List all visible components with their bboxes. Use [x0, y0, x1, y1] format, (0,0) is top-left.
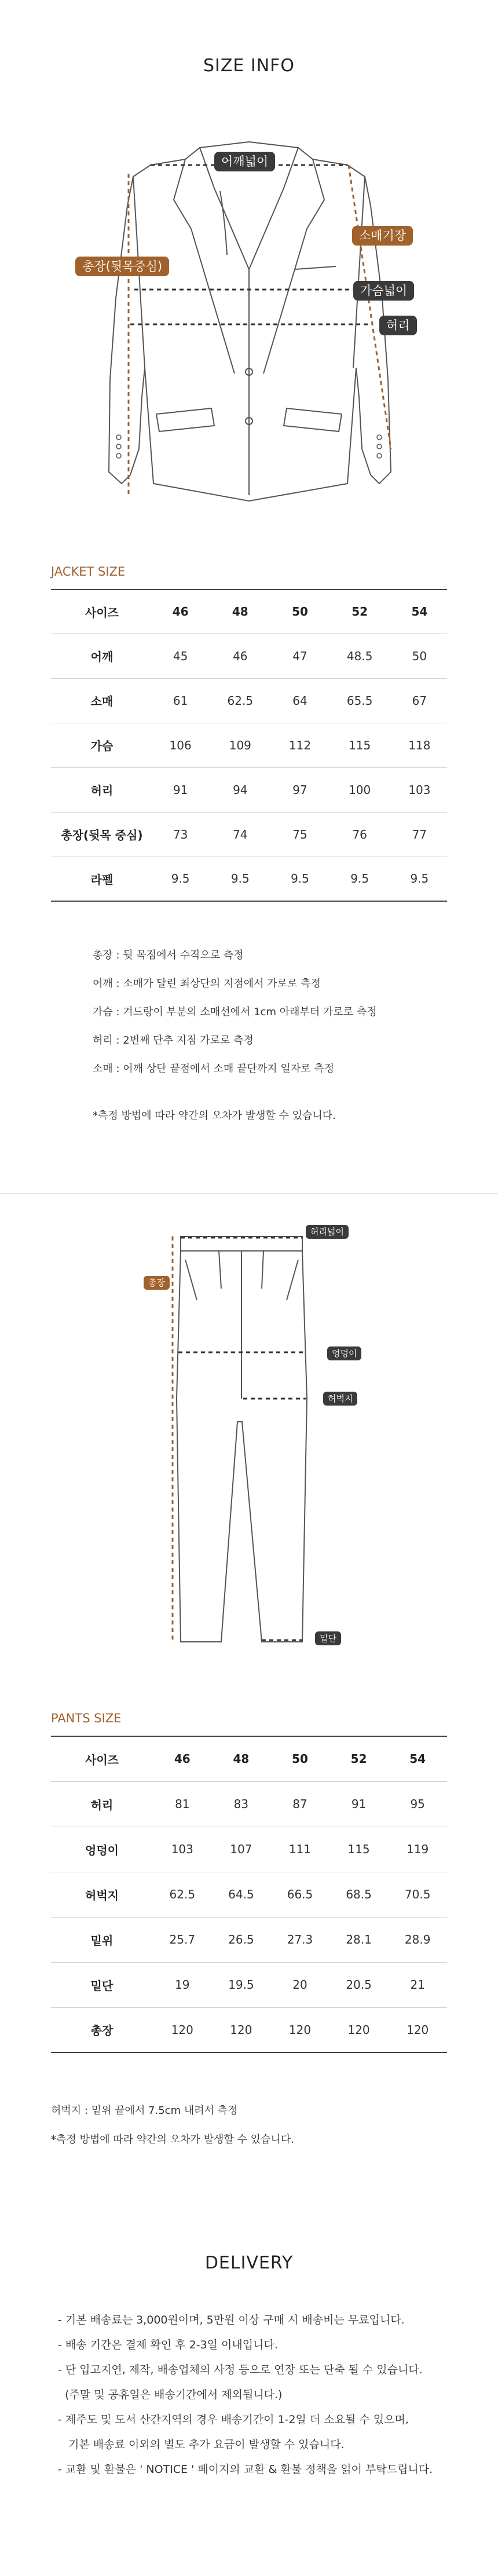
row-label: 가슴	[51, 723, 153, 767]
table-cell: 62.5	[153, 1872, 212, 1917]
table-cell: 103	[392, 767, 447, 812]
pants-note: 허벅지 : 밑위 끝에서 7.5cm 내려서 측정	[51, 2105, 238, 2117]
table-row	[51, 1962, 447, 2007]
table-cell: 70.5	[388, 1872, 447, 1917]
row-label: 밑위	[51, 1917, 153, 1962]
pants-size-table	[51, 1736, 447, 2053]
jacket-label-waist: 허리	[379, 316, 417, 335]
jacket-label-chest: 가슴넓이	[353, 281, 414, 301]
pants-label-hip: 엉덩이	[327, 1346, 361, 1360]
header-cell: 50	[270, 1736, 329, 1781]
table-cell: 9.5	[392, 857, 447, 901]
table-cell: 45	[153, 634, 208, 678]
note-line: 허리 : 2번째 단추 지점 가로로 측정	[93, 1034, 254, 1046]
header-cell: 46	[153, 1736, 212, 1781]
row-label: 허벅지	[51, 1872, 153, 1917]
header-cell: 46	[153, 590, 208, 634]
table-cell: 68.5	[329, 1872, 389, 1917]
table-cell: 28.9	[388, 1917, 447, 1962]
table-cell: 64	[272, 678, 327, 723]
pants-disclaimer: *측정 방법에 따라 약간의 오차가 발생할 수 있습니다.	[51, 2134, 294, 2146]
delivery-line: - 단 입고지연, 제작, 배송업체의 사정 등으로 연장 또는 단축 될 수 있습니다.	[58, 2363, 423, 2376]
row-label: 소매	[51, 678, 153, 723]
jacket-disclaimer: *측정 방법에 따라 약간의 오차가 발생할 수 있습니다.	[93, 1110, 336, 1122]
header-cell: 52	[328, 590, 392, 634]
note-line: 가슴 : 겨드랑이 부분의 소매선에서 1cm 아래부터 가로로 측정	[93, 1006, 377, 1018]
row-label: 라펠	[51, 857, 153, 901]
row-label: 밑단	[51, 1962, 153, 2007]
delivery-line: - 배송 기간은 결제 확인 후 2-3일 이내입니다.	[58, 2339, 278, 2351]
delivery-line: - 제주도 및 도서 산간지역의 경우 배송기간이 1-2일 더 소요될 수 있으며,	[58, 2413, 409, 2426]
pants-size-title: PANTS SIZE	[51, 1711, 122, 1725]
table-cell: 9.5	[272, 857, 327, 901]
table-cell: 19	[153, 1962, 212, 2007]
delivery-title: DELIVERY	[204, 2253, 294, 2273]
row-label: 허리	[51, 767, 153, 812]
table-cell: 9.5	[328, 857, 392, 901]
table-cell: 61	[153, 678, 208, 723]
table-cell: 75	[272, 812, 327, 857]
table-cell: 91	[153, 767, 208, 812]
table-row	[51, 723, 447, 767]
table-cell: 120	[388, 2007, 447, 2052]
pants-diagram	[168, 1225, 318, 1671]
table-cell: 107	[212, 1827, 271, 1872]
table-cell: 87	[270, 1781, 329, 1827]
table-cell: 95	[388, 1781, 447, 1827]
header-cell: 52	[329, 1736, 389, 1781]
header-cell: 54	[388, 1736, 447, 1781]
table-row	[51, 1917, 447, 1962]
table-cell: 19.5	[212, 1962, 271, 2007]
table-cell: 97	[272, 767, 327, 812]
jacket-label-sleeve: 소매기장	[352, 226, 413, 246]
jacket-label-shoulder: 어깨넓이	[214, 152, 275, 171]
note-line: 총장 : 뒷 목점에서 수직으로 측정	[93, 949, 244, 961]
row-label: 허리	[51, 1781, 153, 1827]
table-cell: 118	[392, 723, 447, 767]
table-cell: 111	[270, 1827, 329, 1872]
table-cell: 100	[328, 767, 392, 812]
table-cell: 67	[392, 678, 447, 723]
table-row	[51, 857, 447, 901]
table-cell: 83	[212, 1781, 271, 1827]
table-row	[51, 1827, 447, 1872]
table-cell: 109	[208, 723, 272, 767]
table-cell: 28.1	[329, 1917, 389, 1962]
pants-illustration	[168, 1225, 318, 1671]
pants-label-hem: 밑단	[315, 1631, 341, 1645]
table-cell: 64.5	[212, 1872, 271, 1917]
row-label: 엉덩이	[51, 1827, 153, 1872]
row-label: 어깨	[51, 634, 153, 678]
row-label: 총장(뒷목 중심)	[51, 812, 153, 857]
table-cell: 91	[329, 1781, 389, 1827]
table-row	[51, 1781, 447, 1827]
table-cell: 112	[272, 723, 327, 767]
delivery-info	[58, 2308, 433, 2482]
header-cell: 48	[212, 1736, 271, 1781]
jacket-label-length: 총장(뒷목중심)	[75, 257, 169, 276]
header-cell: 사이즈	[51, 590, 153, 634]
table-row	[51, 634, 447, 678]
table-cell: 25.7	[153, 1917, 212, 1962]
table-cell: 46	[208, 634, 272, 678]
delivery-line: 기본 배송료 이외의 별도 추가 요금이 발생할 수 있습니다.	[58, 2438, 345, 2451]
table-cell: 9.5	[153, 857, 208, 901]
table-cell: 120	[270, 2007, 329, 2052]
table-cell: 103	[153, 1827, 212, 1872]
table-cell: 9.5	[208, 857, 272, 901]
size-info-title: SIZE INFO	[203, 56, 295, 76]
jacket-illustration	[75, 125, 423, 507]
table-cell: 66.5	[270, 1872, 329, 1917]
table-cell: 50	[392, 634, 447, 678]
table-header-row	[51, 1736, 447, 1781]
table-row	[51, 1872, 447, 1917]
table-cell: 47	[272, 634, 327, 678]
table-header-row	[51, 590, 447, 634]
pants-label-thigh: 허벅지	[323, 1392, 357, 1406]
header-cell: 사이즈	[51, 1736, 153, 1781]
delivery-line: - 교환 및 환불은 ' NOTICE ' 페이지의 교환 & 환불 정책을 읽어 부탁드립니다.	[58, 2463, 433, 2476]
pants-label-length: 총장	[144, 1276, 170, 1290]
table-cell: 65.5	[328, 678, 392, 723]
jacket-diagram	[75, 125, 423, 507]
table-cell: 120	[329, 2007, 389, 2052]
jacket-notes	[93, 941, 377, 1083]
table-cell: 120	[153, 2007, 212, 2052]
table-cell: 106	[153, 723, 208, 767]
header-cell: 54	[392, 590, 447, 634]
section-divider	[0, 1193, 498, 1194]
table-cell: 62.5	[208, 678, 272, 723]
table-row	[51, 812, 447, 857]
table-cell: 48.5	[328, 634, 392, 678]
table-cell: 120	[212, 2007, 271, 2052]
table-cell: 81	[153, 1781, 212, 1827]
table-cell: 115	[329, 1827, 389, 1872]
table-cell: 76	[328, 812, 392, 857]
delivery-line: - 기본 배송료는 3,000원이며, 5만원 이상 구매 시 배송비는 무료입니다.	[58, 2314, 405, 2326]
note-line: 소매 : 어깨 상단 끝점에서 소매 끝단까지 일자로 측정	[93, 1063, 334, 1075]
jacket-size-title: JACKET SIZE	[51, 565, 126, 579]
table-cell: 119	[388, 1827, 447, 1872]
header-cell: 50	[272, 590, 327, 634]
table-cell: 21	[388, 1962, 447, 2007]
delivery-line: (주말 및 공휴일은 배송기간에서 제외됩니다.)	[58, 2388, 283, 2401]
table-row	[51, 2007, 447, 2052]
table-cell: 115	[328, 723, 392, 767]
table-cell: 27.3	[270, 1917, 329, 1962]
table-cell: 94	[208, 767, 272, 812]
jacket-size-table	[51, 589, 447, 902]
pants-label-waist: 허리넓이	[306, 1225, 349, 1239]
table-cell: 73	[153, 812, 208, 857]
table-row	[51, 678, 447, 723]
table-cell: 74	[208, 812, 272, 857]
header-cell: 48	[208, 590, 272, 634]
row-label: 총장	[51, 2007, 153, 2052]
table-cell: 26.5	[212, 1917, 271, 1962]
table-cell: 20.5	[329, 1962, 389, 2007]
table-cell: 77	[392, 812, 447, 857]
table-cell: 20	[270, 1962, 329, 2007]
note-line: 어깨 : 소매가 달린 최상단의 지점에서 가로로 측정	[93, 978, 321, 990]
table-row	[51, 767, 447, 812]
